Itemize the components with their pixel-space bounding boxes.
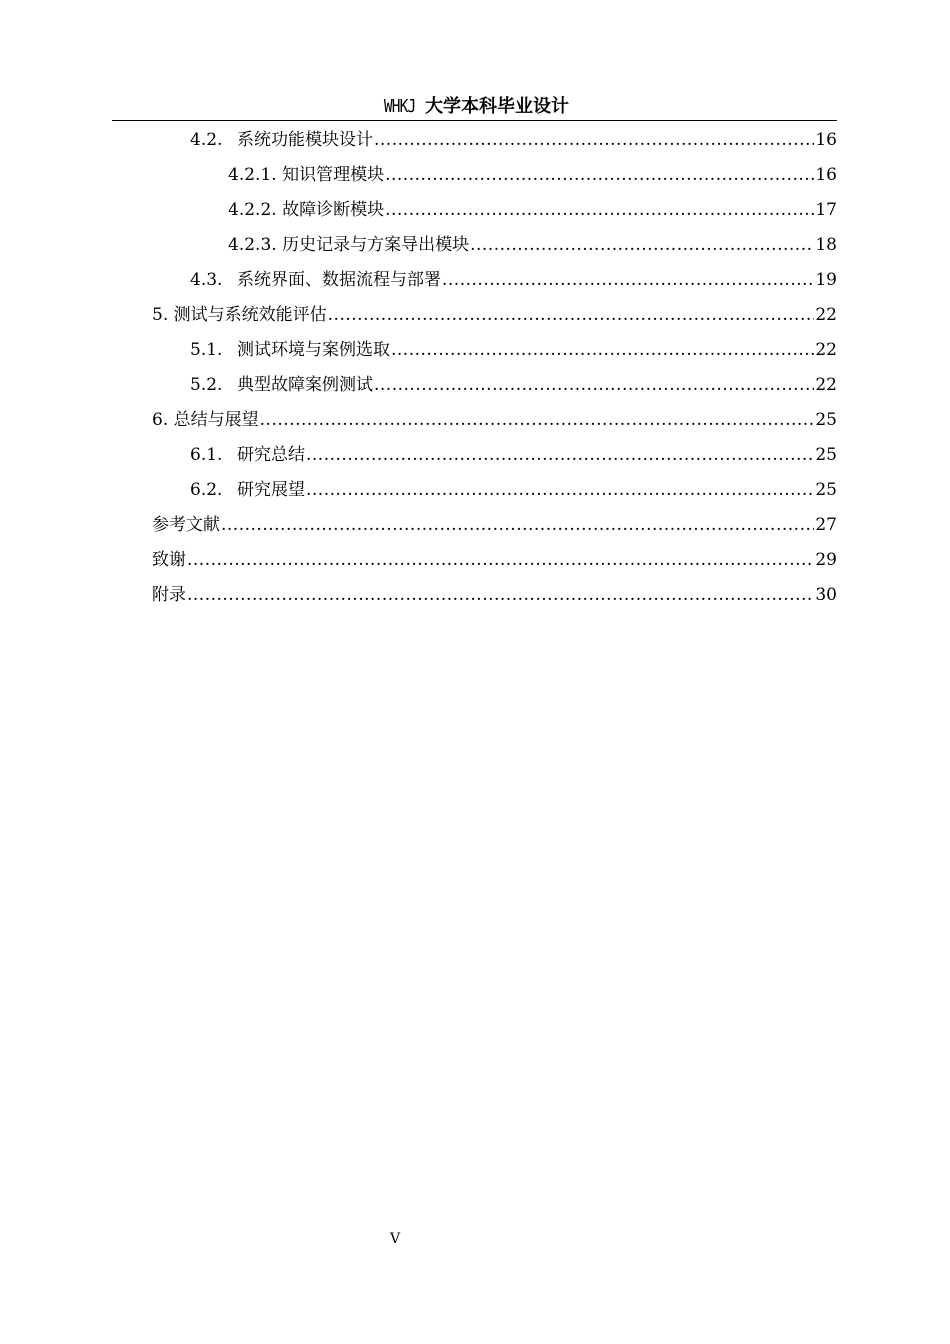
toc-entry-title: 研究总结	[237, 445, 305, 465]
header-title: 大学本科毕业设计	[425, 96, 570, 117]
toc-entry-number: 4.2.1.	[228, 165, 277, 185]
toc-entry-title: 测试与系统效能评估	[173, 305, 327, 325]
toc-entry-page: 18	[815, 235, 837, 255]
toc-dot-leader	[442, 269, 814, 291]
toc-entry-6-2[interactable]	[190, 479, 837, 501]
toc-entry-number: 4.3.	[190, 270, 223, 290]
toc-entry-acknowledgements[interactable]	[152, 549, 837, 571]
toc-entry-title: 致谢	[152, 550, 186, 570]
header-rule	[112, 120, 837, 121]
toc-entry-page: 22	[815, 375, 837, 395]
toc-entry-page: 19	[815, 270, 837, 290]
toc-entry-title: 系统功能模块设计	[237, 130, 373, 150]
toc-dot-leader	[221, 514, 814, 536]
toc-entry-page: 25	[815, 445, 837, 465]
toc-dot-leader	[391, 339, 814, 361]
toc-entry-title: 总结与展望	[173, 410, 259, 430]
toc-entry-4-2-3[interactable]	[228, 234, 837, 256]
page-number: V	[389, 1231, 401, 1247]
toc-entry-title: 系统界面、数据流程与部署	[237, 270, 441, 290]
toc-dot-leader	[385, 199, 814, 221]
toc-dot-leader	[385, 164, 814, 186]
toc-entry-title: 附录	[152, 585, 186, 605]
toc-entry-5-1[interactable]	[190, 339, 837, 361]
toc-entry-4-3[interactable]	[190, 269, 837, 291]
toc-entry-page: 25	[815, 410, 837, 430]
toc-entry-page: 16	[815, 130, 837, 150]
toc-entry-references[interactable]	[152, 514, 837, 536]
toc-entry-4-2-1[interactable]	[228, 164, 837, 186]
toc-entry-6-1[interactable]	[190, 444, 837, 466]
toc-entry-title: 历史记录与方案导出模块	[282, 235, 470, 255]
toc-entry-appendix[interactable]	[152, 584, 837, 606]
header-code: WHKJ	[383, 96, 416, 117]
toc-dot-leader	[187, 584, 814, 606]
toc-dot-leader	[374, 129, 814, 151]
toc-entry-6[interactable]	[152, 409, 837, 431]
toc-entry-page: 16	[815, 165, 837, 185]
toc-entry-title: 典型故障案例测试	[237, 375, 373, 395]
toc-entry-page: 29	[815, 550, 837, 570]
toc-entry-title: 参考文献	[152, 515, 220, 535]
toc-entry-title: 测试环境与案例选取	[237, 340, 390, 360]
toc-dot-leader	[470, 234, 814, 256]
toc-entry-number: 6.1.	[190, 445, 223, 465]
toc-dot-leader	[306, 444, 814, 466]
toc-entry-number: 4.2.2.	[228, 200, 277, 220]
toc-entry-number: 5.2.	[190, 375, 223, 395]
toc-entry-page: 17	[815, 200, 837, 220]
toc-entry-page: 22	[815, 340, 837, 360]
toc-dot-leader	[328, 304, 815, 326]
toc-entry-page: 30	[815, 585, 837, 605]
toc-entry-title: 知识管理模块	[282, 165, 385, 185]
toc-entry-5-2[interactable]	[190, 374, 837, 396]
toc-entry-4-2-2[interactable]	[228, 199, 837, 221]
toc-dot-leader	[374, 374, 814, 396]
toc-dot-leader	[260, 409, 815, 431]
toc-entry-number: 6.2.	[190, 480, 223, 500]
toc-entry-title: 故障诊断模块	[282, 200, 385, 220]
toc-entry-page: 22	[815, 305, 837, 325]
toc-entry-number: 4.2.	[190, 130, 223, 150]
toc-entry-title: 研究展望	[237, 480, 305, 500]
running-header	[112, 96, 837, 119]
toc-entry-4-2[interactable]	[190, 129, 837, 151]
toc-dot-leader	[306, 479, 814, 501]
toc-entry-5[interactable]	[152, 304, 837, 326]
toc-entry-number: 6.	[152, 410, 169, 430]
toc-dot-leader	[187, 549, 814, 571]
toc-entry-number: 5.	[152, 305, 169, 325]
toc-entry-page: 27	[815, 515, 837, 535]
toc-entry-page: 25	[815, 480, 837, 500]
toc-entry-number: 4.2.3.	[228, 235, 277, 255]
toc-entry-number: 5.1.	[190, 340, 223, 360]
